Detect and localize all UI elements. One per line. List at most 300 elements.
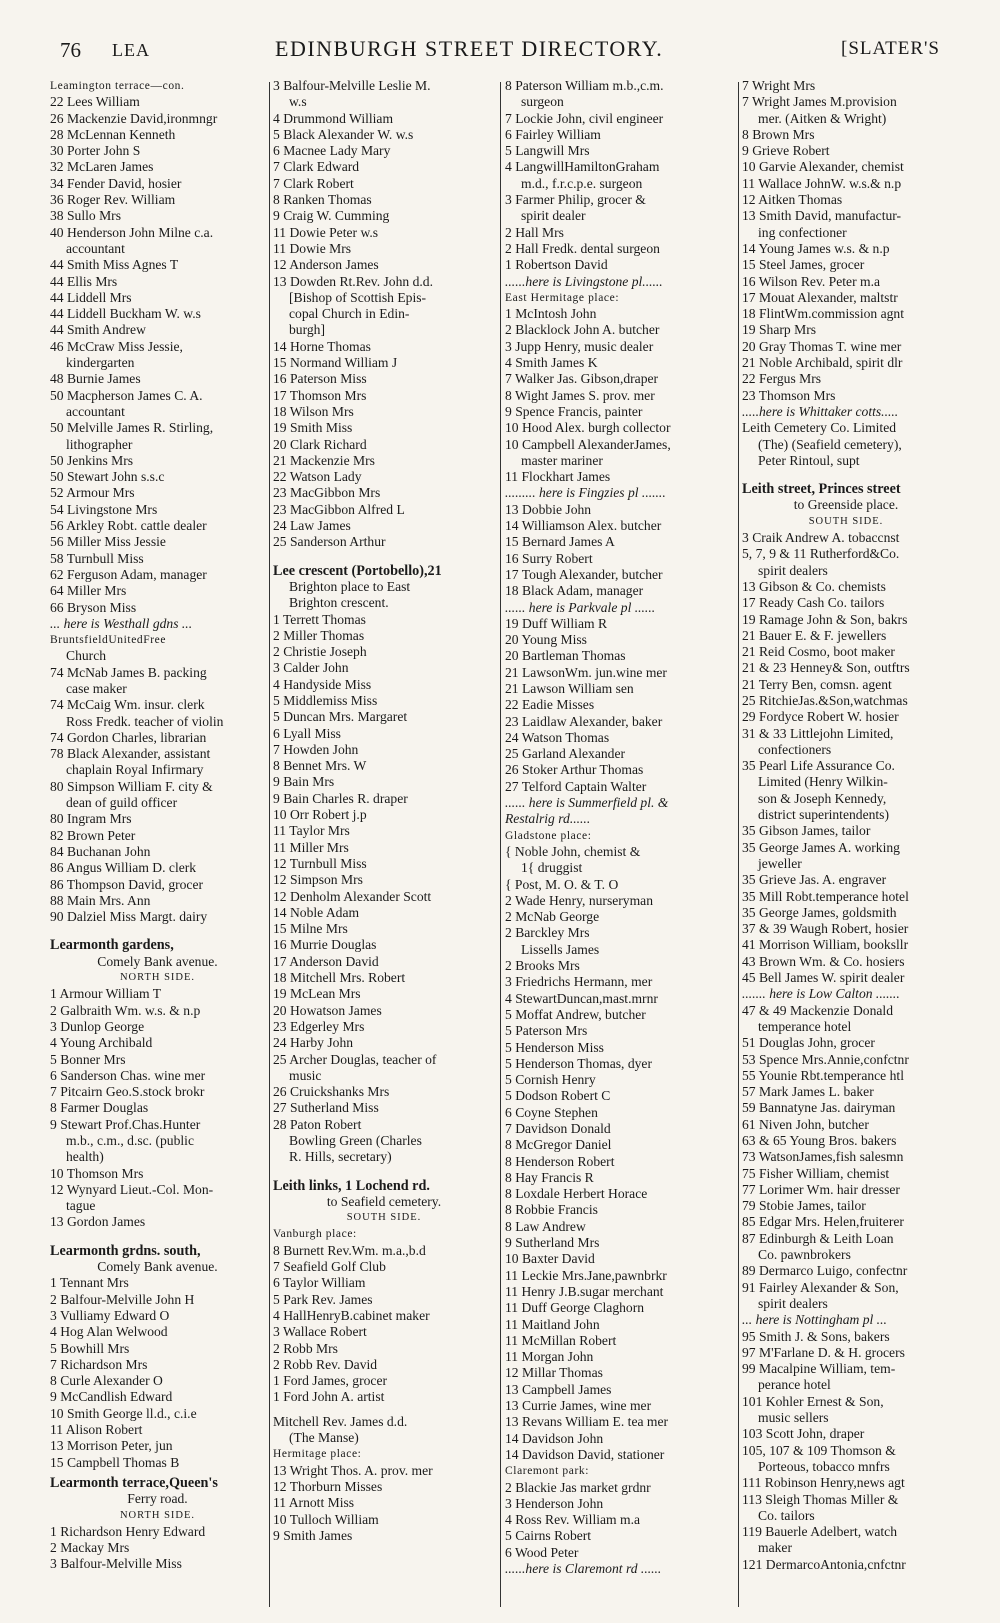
- directory-entry: 1 Robertson David: [505, 257, 608, 273]
- directory-entry: 4 Handyside Miss: [273, 676, 372, 692]
- directory-entry: { Post, M. O. & T. O: [505, 876, 619, 892]
- directory-entry: 12 Aitken Thomas: [742, 192, 843, 208]
- entry-continuation: m.d., f.r.c.p.e. surgeon: [521, 175, 643, 191]
- directory-entry: 13 Gordon James: [50, 1214, 146, 1230]
- directory-entry: 18 Mitchell Mrs. Robert: [273, 970, 406, 986]
- entry-continuation: m.b., c.m., d.sc. (public: [66, 1133, 194, 1148]
- side-label: NORTH SIDE.: [119, 1509, 196, 1521]
- directory-entry: 103 Scott John, draper: [742, 1426, 865, 1442]
- entry-continuation: spirit dealers: [758, 562, 828, 578]
- directory-entry: 25 Sanderson Arthur: [273, 534, 386, 550]
- place-heading: Vanburgh place:: [273, 1228, 357, 1241]
- entry-continuation: dean of guild officer: [66, 795, 178, 811]
- directory-entry: 34 Fender David, hosier: [50, 175, 182, 191]
- directory-entry: 12 Turnbull Miss: [273, 855, 367, 871]
- directory-entry: 105, 107 & 109 Thomson &: [742, 1442, 896, 1458]
- directory-entry: 13 Dobbie John: [505, 501, 592, 517]
- entry-continuation: spirit dealers: [758, 1295, 828, 1311]
- directory-entry: 18 Black Adam, manager: [505, 583, 644, 599]
- directory-entry: 22 Watson Lady: [273, 469, 362, 485]
- place-heading: Claremont park:: [505, 1465, 590, 1478]
- directory-entry: 2 McNab George: [505, 909, 600, 925]
- spacer: [273, 551, 495, 559]
- directory-entry: 21 Mackenzie Mrs: [273, 452, 375, 468]
- page-header: [60, 34, 940, 66]
- directory-entry: 15 Milne Mrs: [273, 921, 348, 937]
- directory-entry: 43 Brown Wm. & Co. hosiers: [742, 953, 905, 969]
- street-extent: Comely Bank avenue.: [97, 953, 218, 969]
- directory-entry: 50 Macpherson James C. A.: [50, 387, 203, 403]
- directory-entry: 80 Ingram Mrs: [50, 811, 132, 827]
- directory-entry: 10 Smith George ll.d., c.i.e: [50, 1405, 197, 1421]
- directory-entry: 61 Niven John, butcher: [742, 1116, 869, 1132]
- street-heading: Lee crescent (Portobello),21: [273, 562, 442, 579]
- directory-entry: 7 Howden John: [273, 741, 359, 757]
- directory-entry: 21 Bauer E. & F. jewellers: [742, 627, 887, 643]
- entry-continuation: Co. tailors: [758, 1507, 815, 1523]
- directory-entry: 8 Farmer Douglas: [50, 1100, 149, 1116]
- directory-entry: 37 & 39 Waugh Robert, hosier: [742, 921, 909, 937]
- directory-entry: 8 McGregor Daniel: [505, 1137, 612, 1153]
- directory-entry: 111 Robinson Henry,news agt: [742, 1475, 905, 1491]
- directory-entry: 11 Flockhart James: [505, 469, 611, 485]
- directory-entry: 64 Miller Mrs: [50, 583, 127, 599]
- directory-entry: 15 Steel James, grocer: [742, 257, 865, 273]
- directory-entry: 35 Pearl Life Assurance Co.: [742, 758, 895, 774]
- directory-entry: 5 Black Alexander W. w.s: [273, 126, 414, 142]
- directory-entry: 11 Leckie Mrs.Jane,pawnbrkr: [505, 1267, 667, 1283]
- entry-continuation: Bowling Green (Charles: [289, 1133, 422, 1148]
- directory-entry: 9 Stewart Prof.Chas.Hunter: [50, 1116, 201, 1132]
- directory-entry: 15 Normand William J: [273, 355, 398, 371]
- directory-entry: 80 Simpson William F. city &: [50, 778, 213, 794]
- directory-entry: 14 Williamson Alex. butcher: [505, 518, 662, 534]
- directory-entry: 14 Horne Thomas: [273, 338, 371, 354]
- street-heading: Learmonth terrace,Queen's: [50, 1474, 218, 1491]
- directory-entry: 25 Garland Alexander: [505, 746, 626, 762]
- spacer: [273, 1166, 495, 1174]
- directory-entry: 88 Main Mrs. Ann: [50, 892, 151, 908]
- page-key: LEA: [112, 40, 150, 60]
- directory-entry: 7 Clark Edward: [273, 159, 360, 175]
- entry-continuation: Limited (Henry Wilkin-: [758, 774, 888, 790]
- directory-entry: 44 Smith Andrew: [50, 322, 146, 338]
- directory-entry: 17 Tough Alexander, butcher: [505, 566, 663, 582]
- directory-entry: 2 Robb Mrs: [273, 1340, 338, 1356]
- entry-continuation: accountant: [66, 240, 125, 256]
- directory-entry: 15 Campbell Thomas B: [50, 1454, 180, 1470]
- directory-entry: 4 Drummond William: [273, 110, 394, 126]
- page-title: EDINBURGH STREET DIRECTORY.: [275, 36, 664, 61]
- side-label: SOUTH SIDE.: [346, 1212, 422, 1224]
- cross-street-note: ...... here is Parkvale pl ......: [505, 599, 656, 615]
- directory-entry: 5 Park Rev. James: [273, 1291, 373, 1307]
- entry-continuation: Brighton crescent.: [289, 595, 389, 611]
- entry-continuation: burgh]: [289, 322, 325, 338]
- directory-entry: 14 Noble Adam: [273, 904, 360, 920]
- directory-entry: 2 Brooks Mrs: [505, 958, 580, 974]
- directory-entry: 15 Bernard James A: [505, 534, 615, 550]
- cross-street-note: ......here is Claremont rd ......: [505, 1561, 662, 1577]
- directory-entry: 22 Lees William: [50, 94, 140, 110]
- directory-entry: 17 Mouat Alexander, maltstr: [742, 289, 898, 305]
- directory-entry: 1 Ford James, grocer: [273, 1373, 388, 1389]
- side-label: NORTH SIDE.: [119, 972, 196, 984]
- directory-entry: 8 Loxdale Herbert Horace: [505, 1186, 648, 1202]
- directory-entry: 32 McLaren James: [50, 159, 154, 175]
- directory-entry: 7 Wright James M.provision: [742, 94, 897, 110]
- directory-entry: 3 Friedrichs Hermann, mer: [505, 974, 653, 990]
- directory-entry: 66 Bryson Miss: [50, 599, 137, 615]
- directory-entry: 2 Hall Mrs: [505, 224, 564, 240]
- directory-entry: 10 Tulloch William: [273, 1511, 379, 1527]
- directory-entry: 56 Arkley Robt. cattle dealer: [50, 518, 207, 534]
- directory-entry: 2 Wade Henry, nurseryman: [505, 892, 654, 908]
- directory-entry: 1 Tennant Mrs: [50, 1275, 129, 1291]
- directory-entry: 74 McCaig Wm. insur. clerk: [50, 697, 205, 713]
- directory-entry: 10 Campbell AlexanderJames,: [505, 436, 671, 452]
- directory-entry: 22 Fergus Mrs: [742, 371, 822, 387]
- entry-continuation: kindergarten: [66, 355, 135, 371]
- directory-entry: 2 Mackay Mrs: [50, 1540, 130, 1556]
- directory-entry: 14 Davidson David, stationer: [505, 1446, 665, 1462]
- directory-entry: 78 Black Alexander, assistant: [50, 746, 211, 762]
- directory-entry: 40 Henderson John Milne c.a.: [50, 224, 214, 240]
- directory-entry: 35 George James A. working: [742, 839, 900, 855]
- directory-entry: 7 Seafield Golf Club: [273, 1259, 386, 1275]
- directory-entry: 53 Spence Mrs.Annie,confctnr: [742, 1051, 909, 1067]
- entry-continuation: R. Hills, secretary): [289, 1149, 392, 1165]
- directory-entry: 27 Telford Captain Walter: [505, 778, 647, 794]
- entry-continuation: health): [66, 1149, 104, 1165]
- directory-entry: 7 Wright Mrs: [742, 78, 816, 93]
- column-4: [742, 78, 950, 1613]
- entry-continuation: 1{ druggist: [521, 860, 583, 876]
- directory-entry: 82 Brown Peter: [50, 827, 136, 843]
- directory-entry: 18 Wilson Mrs: [273, 403, 354, 419]
- directory-entry: 6 Macnee Lady Mary: [273, 143, 391, 159]
- column-divider: [269, 82, 270, 1607]
- spacer: [742, 469, 950, 477]
- street-extent: Comely Bank avenue.: [97, 1259, 218, 1275]
- directory-entry: 5 Langwill Mrs: [505, 143, 590, 159]
- directory-entry: 4 Young Archibald: [50, 1035, 153, 1051]
- directory-entry: 13 Revans William E. tea mer: [505, 1414, 669, 1430]
- directory-entry: 2 Hall Fredk. dental surgeon: [505, 240, 660, 256]
- directory-entry: 5 Cornish Henry: [505, 1072, 596, 1088]
- directory-entry: 19 Smith Miss: [273, 420, 353, 436]
- entry-continuation: son & Joseph Kennedy,: [758, 790, 887, 806]
- directory-entry: 121 DermarcoAntonia,cnfctnr: [742, 1556, 906, 1572]
- entry-continuation: accountant: [66, 403, 125, 419]
- place-heading: East Hermitage place:: [505, 291, 620, 304]
- entry-continuation: Porteous, tobacco mnfrs: [758, 1458, 890, 1474]
- directory-entry: 1 Richardson Henry Edward: [50, 1523, 206, 1539]
- entry-continuation: confectioners: [758, 741, 832, 757]
- directory-entry: 6 Taylor William: [273, 1275, 366, 1291]
- directory-entry: 7 Richardson Mrs: [50, 1356, 148, 1372]
- directory-entry: 55 Younie Rbt.temperance htl: [742, 1067, 904, 1083]
- directory-entry: 35 Grieve Jas. A. engraver: [742, 872, 887, 888]
- directory-entry: 75 Fisher William, chemist: [742, 1165, 890, 1181]
- directory-entry: 17 Thomson Mrs: [273, 387, 367, 403]
- directory-entry: 19 Ramage John & Son, bakrs: [742, 611, 908, 627]
- directory-columns: [50, 78, 950, 1613]
- cross-street-note: ...... here is Summerfield pl. &: [505, 795, 669, 811]
- directory-entry: 10 Thomson Mrs: [50, 1165, 144, 1181]
- directory-entry: 45 Bell James W. spirit dealer: [742, 970, 905, 986]
- directory-entry: 89 Dermarco Luigo, confectnr: [742, 1263, 908, 1279]
- directory-entry: 77 Lorimer Wm. hair dresser: [742, 1181, 900, 1197]
- directory-entry: 23 Thomson Mrs: [742, 387, 836, 403]
- directory-entry: 3 Craik Andrew A. tobaccnst: [742, 530, 900, 546]
- directory-entry: 5 Bonner Mrs: [50, 1051, 126, 1067]
- directory-entry: 11 Miller Mrs: [273, 839, 349, 855]
- directory-entry: 16 Murrie Douglas: [273, 937, 377, 953]
- directory-entry: 97 M'Farlane D. & H. grocers: [742, 1344, 905, 1360]
- entry-continuation: copal Church in Edin-: [289, 306, 410, 322]
- directory-entry: 95 Smith J. & Sons, bakers: [742, 1328, 890, 1344]
- directory-entry: 8 Robbie Francis: [505, 1202, 598, 1218]
- directory-entry: 2 Christie Joseph: [273, 644, 367, 660]
- directory-entry: 8 Curle Alexander O: [50, 1373, 163, 1389]
- directory-entry: 10 Baxter David: [505, 1251, 595, 1267]
- directory-entry: 11 Arnott Miss: [273, 1495, 355, 1511]
- directory-entry: 3 Wallace Robert: [273, 1324, 367, 1340]
- entry-continuation: chaplain Royal Infirmary: [66, 762, 204, 778]
- directory-entry: 36 Roger Rev. William: [50, 192, 176, 208]
- entry-continuation: ing confectioner: [758, 224, 847, 240]
- directory-entry: 119 Bauerle Adelbert, watch: [742, 1524, 898, 1540]
- directory-entry: 3 Henderson John: [505, 1495, 604, 1511]
- directory-entry: 44 Ellis Mrs: [50, 273, 118, 289]
- directory-entry: 4 Smith James K: [505, 355, 598, 371]
- street-heading: Learmonth grdns. south,: [50, 1242, 201, 1259]
- directory-entry: 38 Sullo Mrs: [50, 208, 122, 224]
- directory-entry: 7 Clark Robert: [273, 175, 354, 191]
- directory-entry: 7 Walker Jas. Gibson,draper: [505, 371, 659, 387]
- entry-continuation: case maker: [66, 680, 127, 696]
- directory-entry: 86 Angus William D. clerk: [50, 860, 197, 876]
- directory-entry: 14 Davidson John: [505, 1430, 604, 1446]
- directory-entry: 19 McLean Mrs: [273, 986, 361, 1002]
- directory-entry: 9 Sutherland Mrs: [505, 1235, 600, 1251]
- directory-entry: 21 Reid Cosmo, boot maker: [742, 644, 895, 660]
- spacer: [50, 925, 265, 933]
- directory-entry: 2 Robb Rev. David: [273, 1356, 378, 1372]
- directory-entry: 11 Duff George Claghorn: [505, 1300, 645, 1316]
- directory-entry: 8 Brown Mrs: [742, 126, 815, 142]
- directory-entry: 3 Balfour-Melville Leslie M.: [273, 78, 431, 93]
- directory-entry: { Noble John, chemist &: [505, 843, 641, 859]
- directory-entry: 8 Law Andrew: [505, 1218, 586, 1234]
- directory-entry: 12 Simpson Mrs: [273, 872, 363, 888]
- spacer: [273, 1406, 495, 1414]
- directory-entry: 27 Sutherland Miss: [273, 1100, 379, 1116]
- directory-entry: 6 Sanderson Chas. wine mer: [50, 1067, 206, 1083]
- directory-entry: 9 Bain Charles R. draper: [273, 790, 408, 806]
- directory-entry: 7 Pitcairn Geo.S.stock brokr: [50, 1084, 205, 1100]
- directory-entry: 23 Laidlaw Alexander, baker: [505, 713, 663, 729]
- directory-entry: 1 McIntosh John: [505, 306, 597, 322]
- directory-entry: 12 Denholm Alexander Scott: [273, 888, 432, 904]
- directory-entry: 11 McMillan Robert: [505, 1332, 617, 1348]
- directory-entry: 5 Henderson Thomas, dyer: [505, 1055, 652, 1071]
- directory-entry: 25 Archer Douglas, teacher of: [273, 1051, 437, 1067]
- directory-entry: 79 Stobie James, tailor: [742, 1198, 866, 1214]
- directory-entry: 9 Grieve Robert: [742, 143, 830, 159]
- directory-entry: 50 Jenkins Mrs: [50, 452, 134, 468]
- entry-continuation: master mariner: [521, 452, 603, 468]
- directory-entry: 5 Dodson Robert C: [505, 1088, 611, 1104]
- place-heading: Gladstone place:: [505, 829, 592, 842]
- column-1: [50, 78, 265, 1613]
- directory-entry: 11 Alison Robert: [50, 1422, 143, 1438]
- directory-entry: 22 Eadie Misses: [505, 697, 595, 713]
- entry-continuation: spirit dealer: [521, 208, 586, 224]
- directory-entry: 9 Craig W. Cumming: [273, 208, 390, 224]
- directory-entry: 12 Millar Thomas: [505, 1365, 603, 1381]
- directory-entry: 11 Henry J.B.sugar merchant: [505, 1283, 664, 1299]
- directory-entry: 44 Liddell Mrs: [50, 289, 132, 305]
- directory-entry: 58 Turnbull Miss: [50, 550, 144, 566]
- directory-entry: 2 Galbraith Wm. w.s. & n.p: [50, 1002, 201, 1018]
- directory-entry: 2 Balfour-Melville John H: [50, 1291, 195, 1307]
- street-heading: Leith street, Princes street: [742, 481, 901, 498]
- directory-entry: 10 Hood Alex. burgh collector: [505, 420, 671, 436]
- entry-continuation: mer. (Aitken & Wright): [758, 110, 887, 126]
- directory-entry: 35 George James, goldsmith: [742, 904, 897, 920]
- directory-entry: 24 Harby John: [273, 1035, 354, 1051]
- directory-entry: 13 Morrison Peter, jun: [50, 1438, 173, 1454]
- directory-entry: 23 MacGibbon Mrs: [273, 485, 381, 501]
- entry-continuation: Peter Rintoul, supt: [758, 452, 860, 468]
- directory-entry: 21 Terry Ben, comsn. agent: [742, 676, 892, 692]
- directory-entry: 9 Smith James: [273, 1527, 353, 1543]
- directory-entry: 12 Wynyard Lieut.-Col. Mon-: [50, 1181, 214, 1197]
- directory-entry: 20 Bartleman Thomas: [505, 648, 626, 664]
- cross-street-note: ... here is Westhall gdns ...: [50, 615, 193, 631]
- directory-entry: 74 McNab James B. packing: [50, 664, 207, 680]
- cross-street-note: ......... here is Fingzies pl .......: [505, 485, 666, 501]
- entry-continuation: Brighton place to East: [289, 578, 411, 594]
- directory-entry: 24 Law James: [273, 518, 351, 534]
- entry-continuation: music: [289, 1067, 322, 1083]
- column-3: [505, 78, 735, 1613]
- directory-entry: 26 Stoker Arthur Thomas: [505, 762, 644, 778]
- directory-entry: 84 Buchanan John: [50, 843, 151, 859]
- cross-street-note: Restalrig rd......: [505, 811, 591, 827]
- entry-continuation: lithographer: [66, 436, 133, 452]
- place-heading: BruntsfieldUnitedFree: [50, 634, 167, 647]
- directory-entry: 73 WatsonJames,fish salesmn: [742, 1149, 904, 1165]
- directory-entry: 6 Fairley William: [505, 126, 601, 142]
- directory-entry: 26 Cruickshanks Mrs: [273, 1084, 390, 1100]
- entry-continuation: [Bishop of Scottish Epis-: [289, 289, 427, 305]
- entry-continuation: jeweller: [758, 855, 802, 871]
- directory-entry: 5 Bowhill Mrs: [50, 1340, 130, 1356]
- directory-entry: 44 Smith Miss Agnes T: [50, 257, 179, 273]
- directory-entry: 13 Currie James, wine mer: [505, 1398, 652, 1414]
- entry-continuation: surgeon: [521, 94, 564, 110]
- entry-continuation: Co. pawnbrokers: [758, 1247, 851, 1263]
- directory-entry: 1 Terrett Thomas: [273, 611, 366, 627]
- directory-entry: 20 Howatson James: [273, 1002, 382, 1018]
- directory-entry: 4 Ross Rev. William m.a: [505, 1512, 641, 1528]
- directory-entry: 50 Melville James R. Stirling,: [50, 420, 214, 436]
- spacer: [50, 1231, 265, 1239]
- directory-entry: 2 Miller Thomas: [273, 627, 365, 643]
- directory-entry: 56 Miller Miss Jessie: [50, 534, 166, 550]
- directory-entry: 35 Gibson James, tailor: [742, 823, 871, 839]
- directory-entry: 5 Henderson Miss: [505, 1039, 604, 1055]
- directory-entry: 51 Douglas John, grocer: [742, 1035, 875, 1051]
- directory-entry: 11 Taylor Mrs: [273, 823, 350, 839]
- directory-entry: 24 Watson Thomas: [505, 729, 610, 745]
- entry-continuation: (The) (Seafield cemetery),: [758, 436, 902, 452]
- directory-entry: 1 Ford John A. artist: [273, 1389, 385, 1405]
- directory-entry: 3 Balfour-Melville Miss: [50, 1556, 182, 1572]
- directory-entry: 101 Kohler Ernest & Son,: [742, 1393, 884, 1409]
- directory-entry: 21 & 23 Henney& Son, outftrs: [742, 660, 910, 676]
- directory-entry: 19 Sharp Mrs: [742, 322, 817, 338]
- column-2: [273, 78, 495, 1613]
- directory-entry: 20 Young Miss: [505, 632, 587, 648]
- directory-entry: 5 Paterson Mrs: [505, 1023, 588, 1039]
- directory-entry: 99 Macalpine William, tem-: [742, 1361, 896, 1377]
- directory-entry: 7 Davidson Donald: [505, 1121, 611, 1136]
- entry-continuation: w.s: [289, 94, 307, 110]
- cross-street-note: ... here is Nottingham pl ...: [742, 1312, 887, 1328]
- directory-entry: 3 Vulliamy Edward O: [50, 1307, 170, 1323]
- directory-entry: 16 Paterson Miss: [273, 371, 367, 387]
- directory-entry: 9 McCandlish Edward: [50, 1389, 173, 1405]
- directory-entry: 57 Mark James L. baker: [742, 1084, 874, 1100]
- directory-entry: 7 Lockie John, civil engineer: [505, 110, 664, 126]
- entry-continuation: Church: [66, 648, 107, 664]
- directory-entry: 28 McLennan Kenneth: [50, 126, 176, 142]
- directory-entry: 8 Hay Francis R: [505, 1169, 594, 1185]
- entry-continuation: tague: [66, 1198, 96, 1214]
- directory-entry: 4 HallHenryB.cabinet maker: [273, 1307, 430, 1323]
- directory-entry: 19 Duff William R: [505, 615, 608, 631]
- directory-entry: 10 Orr Robert j.p: [273, 807, 367, 823]
- directory-entry: 21 Lawson William sen: [505, 680, 634, 696]
- directory-entry: 5 Duncan Mrs. Margaret: [273, 709, 408, 725]
- directory-entry: 6 Wood Peter: [505, 1544, 579, 1560]
- directory-entry: 13 Gibson & Co. chemists: [742, 578, 886, 594]
- directory-entry: 17 Ready Cash Co. tailors: [742, 595, 885, 611]
- directory-entry: 8 Bennet Mrs. W: [273, 758, 367, 774]
- directory-entry: 54 Livingstone Mrs: [50, 501, 158, 517]
- directory-entry: 6 Coyne Stephen: [505, 1104, 598, 1120]
- directory-entry: 13 Smith David, manufactur-: [742, 208, 902, 224]
- cross-street-note: ......here is Livingstone pl......: [505, 273, 663, 289]
- directory-entry: 2 Barckley Mrs: [505, 925, 590, 941]
- entry-continuation: Ross Fredk. teacher of violin: [66, 713, 224, 729]
- directory-entry: 47 & 49 Mackenzie Donald: [742, 1002, 893, 1018]
- directory-entry: 2 Blackie Jas market grdnr: [505, 1479, 651, 1495]
- directory-entry: 1 Armour William T: [50, 986, 162, 1002]
- directory-entry: 13 Wright Thos. A. prov. mer: [273, 1462, 433, 1478]
- place-heading: Hermitage place:: [273, 1448, 362, 1461]
- directory-entry: 30 Porter John S: [50, 143, 141, 159]
- directory-entry: 85 Edgar Mrs. Helen,fruiterer: [742, 1214, 904, 1230]
- publisher-mark: [SLATER'S: [841, 38, 940, 59]
- directory-entry: 11 Maitland John: [505, 1316, 600, 1332]
- directory-entry: 8 Paterson William m.b.,c.m.: [505, 78, 664, 93]
- column-divider: [738, 82, 739, 1607]
